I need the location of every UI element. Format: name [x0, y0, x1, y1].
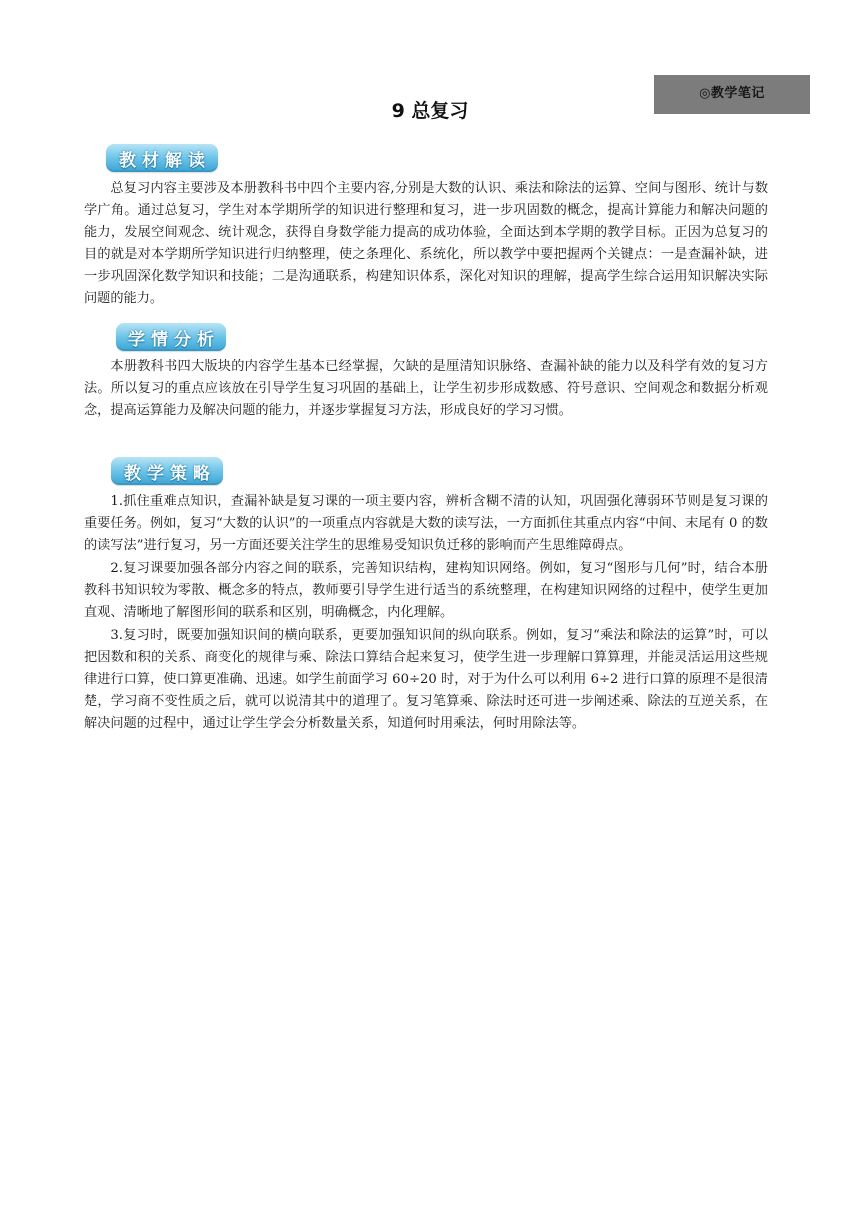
strategy-item: 1.抓住重难点知识，查漏补缺是复习课的一项主要内容，辨析含糊不清的认知，巩固强化薄弱环节则是复习课的重要任务。例如，复习“大数的认识”的一项重点内容就是大数的读写法，一方面抓住其重点内容“中间、末尾有 0 的数的读写法”进行复习，另一方面还要关注学生的思维易受知识负迁移的影响而产生思维障碍点。: [84, 494, 768, 553]
heading-char: 情: [151, 329, 168, 350]
heading-char: 分: [174, 329, 191, 350]
strategy-item: 2.复习课要加强各部分内容之间的联系，完善知识结构，建构知识网络。例如，复习“图形与几何”时，结合本册教科书知识较为零散、概念多的特点，教师要引导学生进行适当的系统整理，在构建知识网络的过程中，使学生更加直观、清晰地了解图形间的联系和区别，明确概念，内化理解。: [84, 561, 768, 620]
heading-char: 教: [124, 463, 141, 484]
textbook-interpretation-paragraph: 总复习内容主要涉及本册教科书中四个主要内容,分别是大数的认识、乘法和除法的运算、空间与图形、统计与数学广角。通过总复习，学生对本学期所学的知识进行整理和复习，进一步巩固数的概念，提高计算能力和解决问题的能力，发展空间观念、统计观念，获得自身数学能力提高的成功体验，全面达到本学期的教学目标。正因为总复习的目的就是对本学期所学知识进行归纳整理，使之条理化、系统化，所以教学中要把握两个关键点：一是查漏补缺，进一步巩固深化数学知识和技能；二是沟通联系，构建知识体系，深化对知识的理解，提高学生综合运用知识解决实际问题的能力。: [84, 181, 768, 306]
heading-char: 材: [142, 150, 159, 171]
section-heading-learner-analysis: [116, 323, 226, 351]
heading-char: 策: [170, 463, 187, 484]
heading-char: 学: [128, 329, 145, 350]
section-heading-textbook-interpretation: [106, 144, 218, 172]
learner-analysis-paragraph: 本册教科书四大版块的内容学生基本已经掌握，欠缺的是厘清知识脉络、查漏补缺的能力以及科学有效的复习方法。所以复习的重点应该放在引导学生复习巩固的基础上，让学生初步形成数感、符号意识、空间观念和数据分析观念，提高运算能力及解决问题的能力，并逐步掌握复习方法，形成良好的学习习惯。: [84, 359, 768, 418]
heading-char: 略: [193, 463, 210, 484]
heading-char: 解: [165, 150, 182, 171]
teaching-strategy-list: [84, 491, 768, 736]
section-heading-teaching-strategy: [111, 457, 223, 485]
heading-char: 学: [147, 463, 164, 484]
page-title: 9 总复习: [391, 100, 469, 122]
heading-char: 析: [197, 329, 214, 350]
teaching-notes-tag: ◎教学笔记: [654, 75, 810, 114]
heading-char: 读: [188, 150, 205, 171]
strategy-item: 3.复习时，既要加强知识间的横向联系，更要加强知识间的纵向联系。例如，复习“乘法和除法的运算”时，可以把因数和积的关系、商变化的规律与乘、除法口算结合起来复习，使学生进一步理解口算算理，并能灵活运用这些规律进行口算，使口算更准确、迅速。如学生前面学习 60÷20 时，对于为什么可以利用 6÷2 进行口算的原理不是很清楚，学习商不变性质之后，就可以说清其中的道理了。复习笔算乘、除法时还可进一步阐述乘、除法的互逆关系，在解决问题的过程中，通过让学生学会分析数量关系，知道何时用乘法，何时用除法等。: [84, 628, 768, 731]
heading-char: 教: [119, 150, 136, 171]
